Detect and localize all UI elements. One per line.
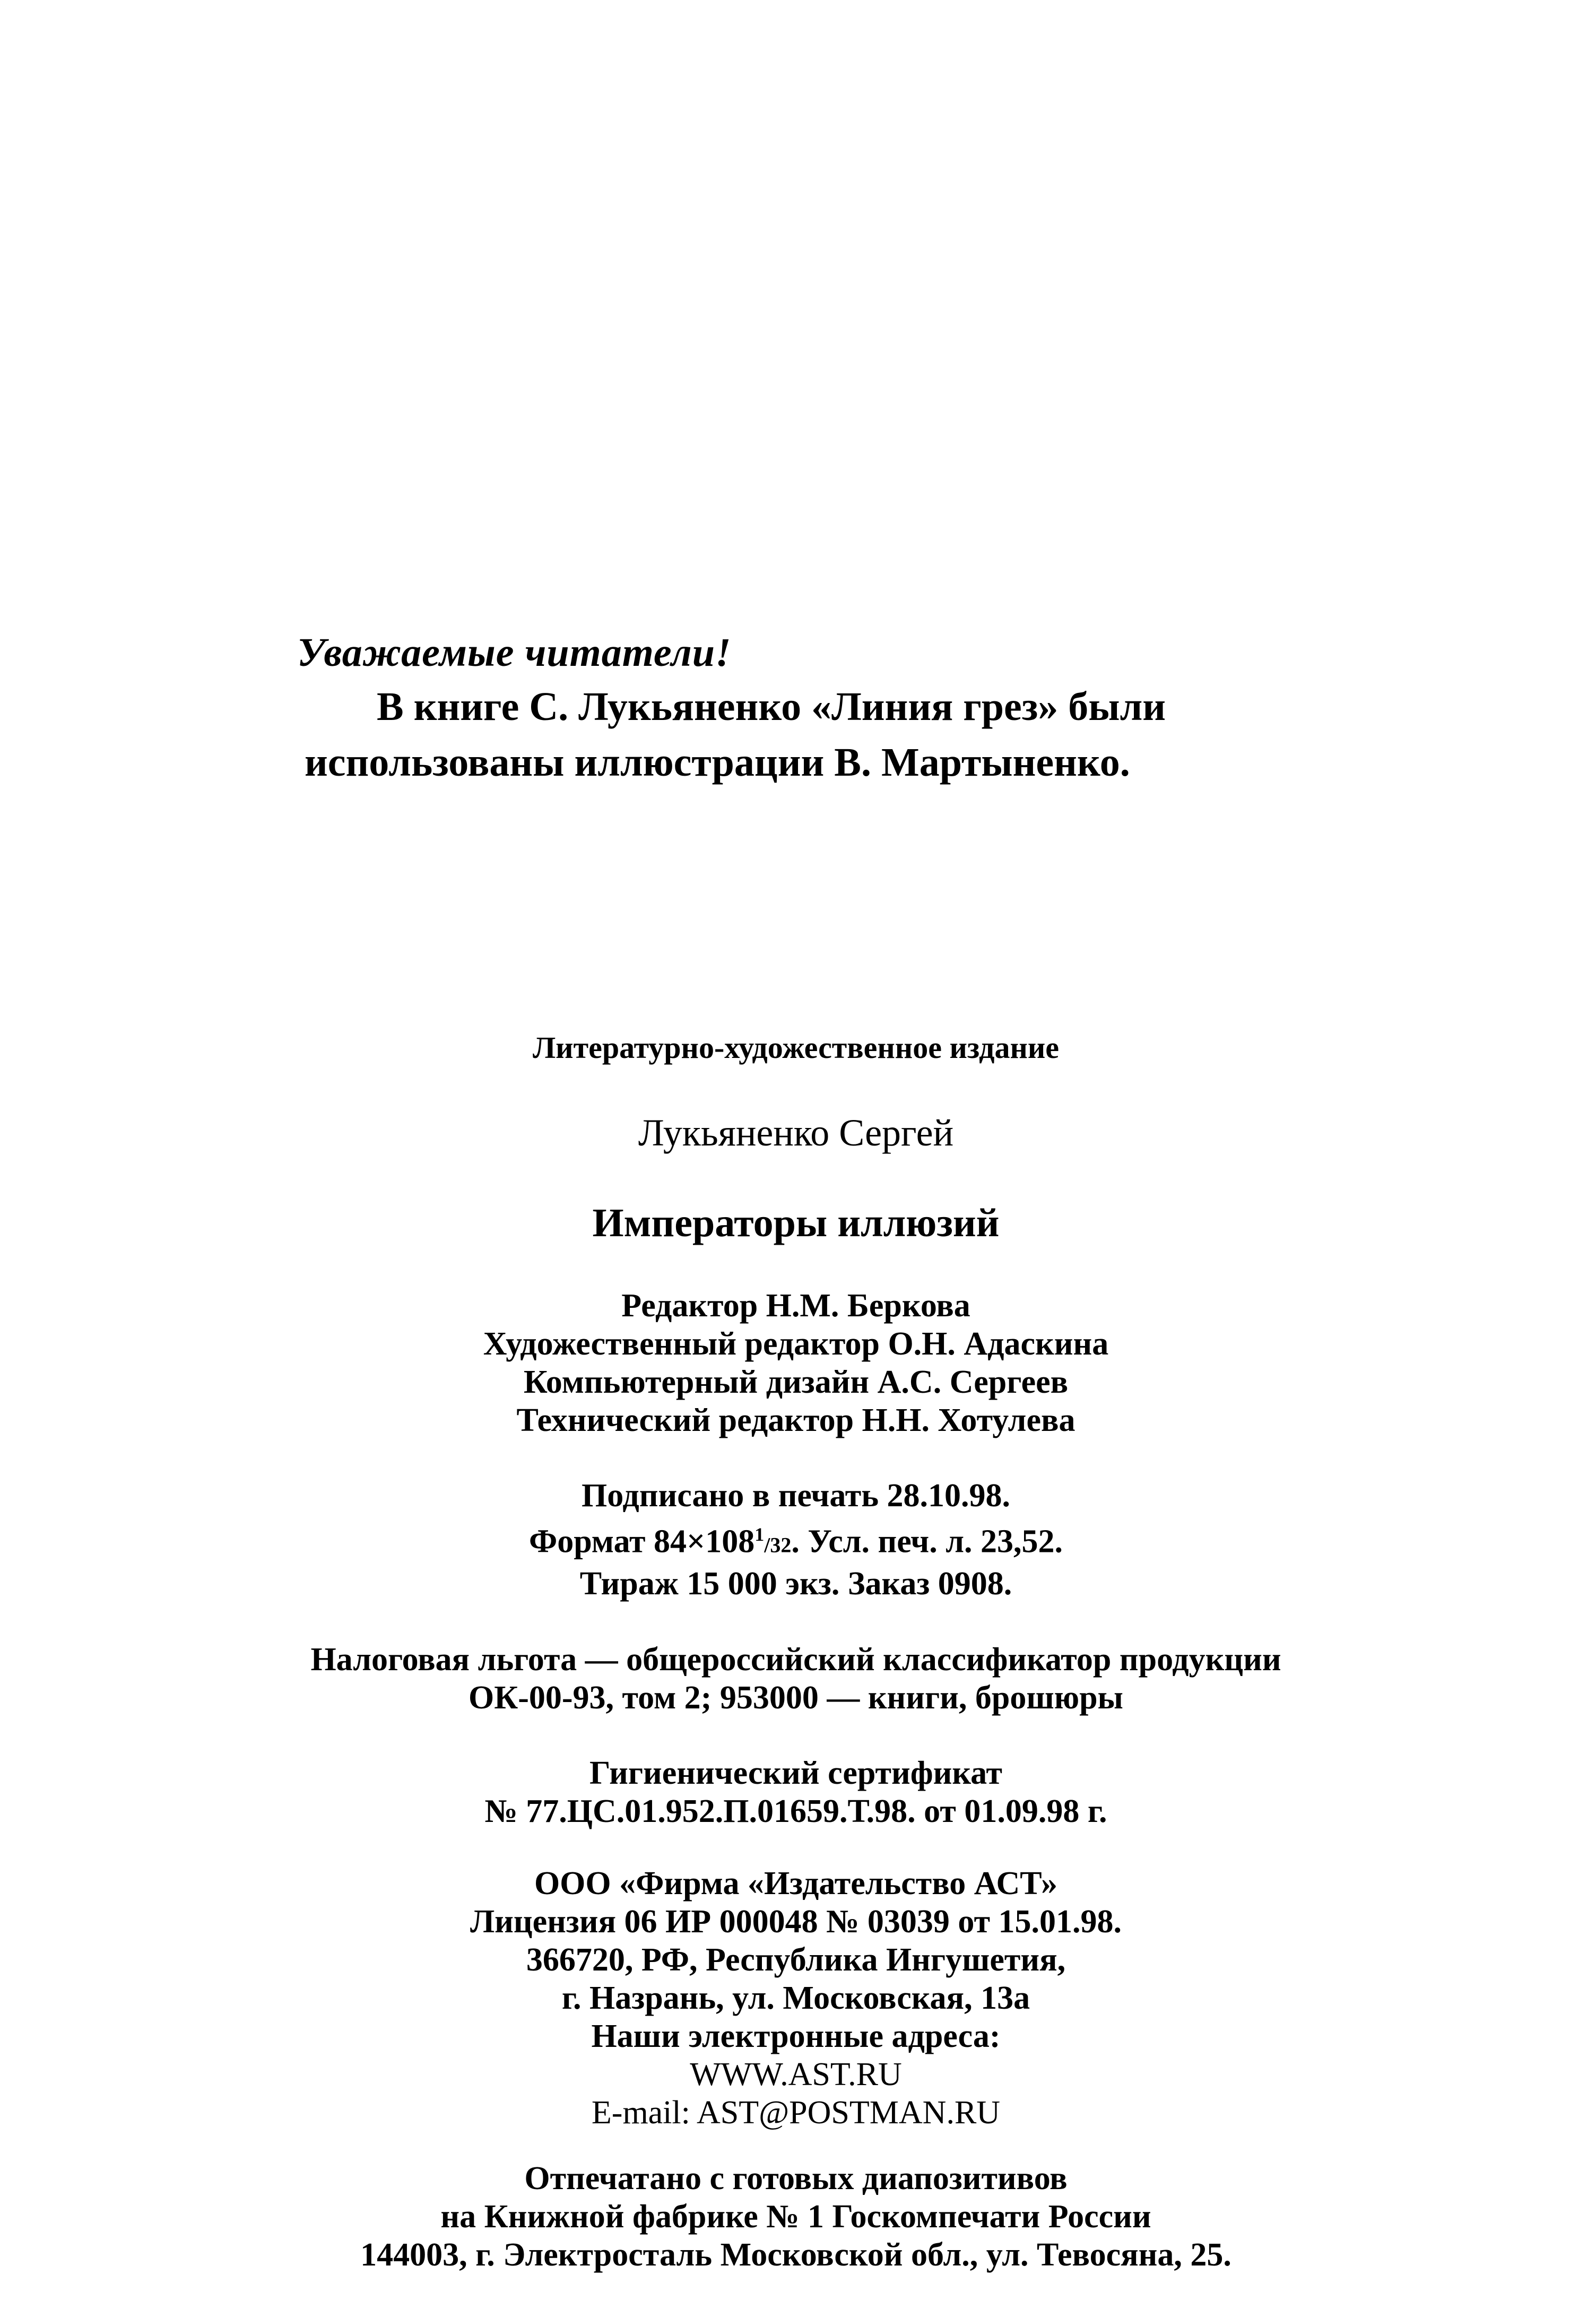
- hygiene-line-1: Гигиенический сертификат: [589, 1755, 1002, 1791]
- credit-editor: Редактор Н.М. Беркова: [621, 1288, 970, 1324]
- tax-line-1: Налоговая льгота — общероссийский классификатор продукции: [310, 1641, 1281, 1678]
- readers-notice: [297, 626, 1358, 791]
- printer-block: [159, 2159, 1433, 2274]
- format-line: [159, 1515, 1433, 1565]
- notice-heading: Уважаемые читатели!: [297, 630, 732, 675]
- printed-line-1: Отпечатано с готовых диапозитивов: [524, 2160, 1068, 2197]
- website-link: WWW.AST.RU: [690, 2056, 902, 2093]
- book-author: Лукьяненко Сергей: [638, 1112, 954, 1154]
- credit-art-editor: Художественный редактор О.Н. Адаскина: [483, 1326, 1109, 1362]
- email-address: E-mail: AST@POSTMAN.RU: [591, 2094, 1001, 2131]
- print-info-block: [159, 1477, 1433, 1603]
- credits-block: [159, 1287, 1433, 1439]
- publisher-address-2: г. Назрань, ул. Московская, 13а: [561, 1980, 1030, 2016]
- tax-block: [159, 1640, 1433, 1717]
- printed-line-3: 144003, г. Электросталь Московской обл., ул. Тевосяна, 25.: [360, 2236, 1231, 2273]
- notice-line-1: В книге С. Лукьяненко «Линия грез» были: [377, 684, 1166, 729]
- hygiene-certificate-block: [159, 1754, 1433, 1830]
- book-title: Императоры иллюзий: [592, 1201, 1000, 1245]
- edition-type: Литературно-художественное издание: [532, 1030, 1060, 1065]
- publisher-name: ООО «Фирма «Издательство АСТ»: [534, 1865, 1058, 1902]
- circulation-line: Тираж 15 000 экз. Заказ 0908.: [579, 1565, 1012, 1602]
- publisher-address-1: 366720, РФ, Республика Ингушетия,: [526, 1941, 1066, 1978]
- format-suffix: . Усл. печ. л. 23,52.: [791, 1523, 1063, 1560]
- notice-line-2: использованы иллюстрации В. Мартыненко.: [305, 740, 1130, 785]
- publisher-license: Лицензия 06 ИР 000048 № 03039 от 15.01.98.: [470, 1903, 1122, 1940]
- printed-line-2: на Книжной фабрике № 1 Госкомпечати России: [440, 2198, 1151, 2235]
- format-sup: 1: [754, 1524, 765, 1545]
- hygiene-line-2: № 77.ЦС.01.952.П.01659.Т.98. от 01.09.98 г.: [484, 1793, 1107, 1829]
- format-sub: /32: [764, 1533, 792, 1557]
- credit-technical-editor: Технический редактор Н.Н. Хотулева: [516, 1402, 1075, 1438]
- signed-to-print: Подписано в печать 28.10.98.: [581, 1478, 1011, 1514]
- tax-line-2: ОК-00-93, том 2; 953000 — книги, брошюры: [469, 1679, 1123, 1716]
- format-prefix: Формат 84×108: [529, 1523, 755, 1560]
- publisher-block: [159, 1864, 1433, 2132]
- colophon: [159, 1027, 1433, 2274]
- credit-computer-design: Компьютерный дизайн А.С. Сергеев: [523, 1364, 1069, 1400]
- email-addresses-label: Наши электронные адреса:: [591, 2018, 1001, 2054]
